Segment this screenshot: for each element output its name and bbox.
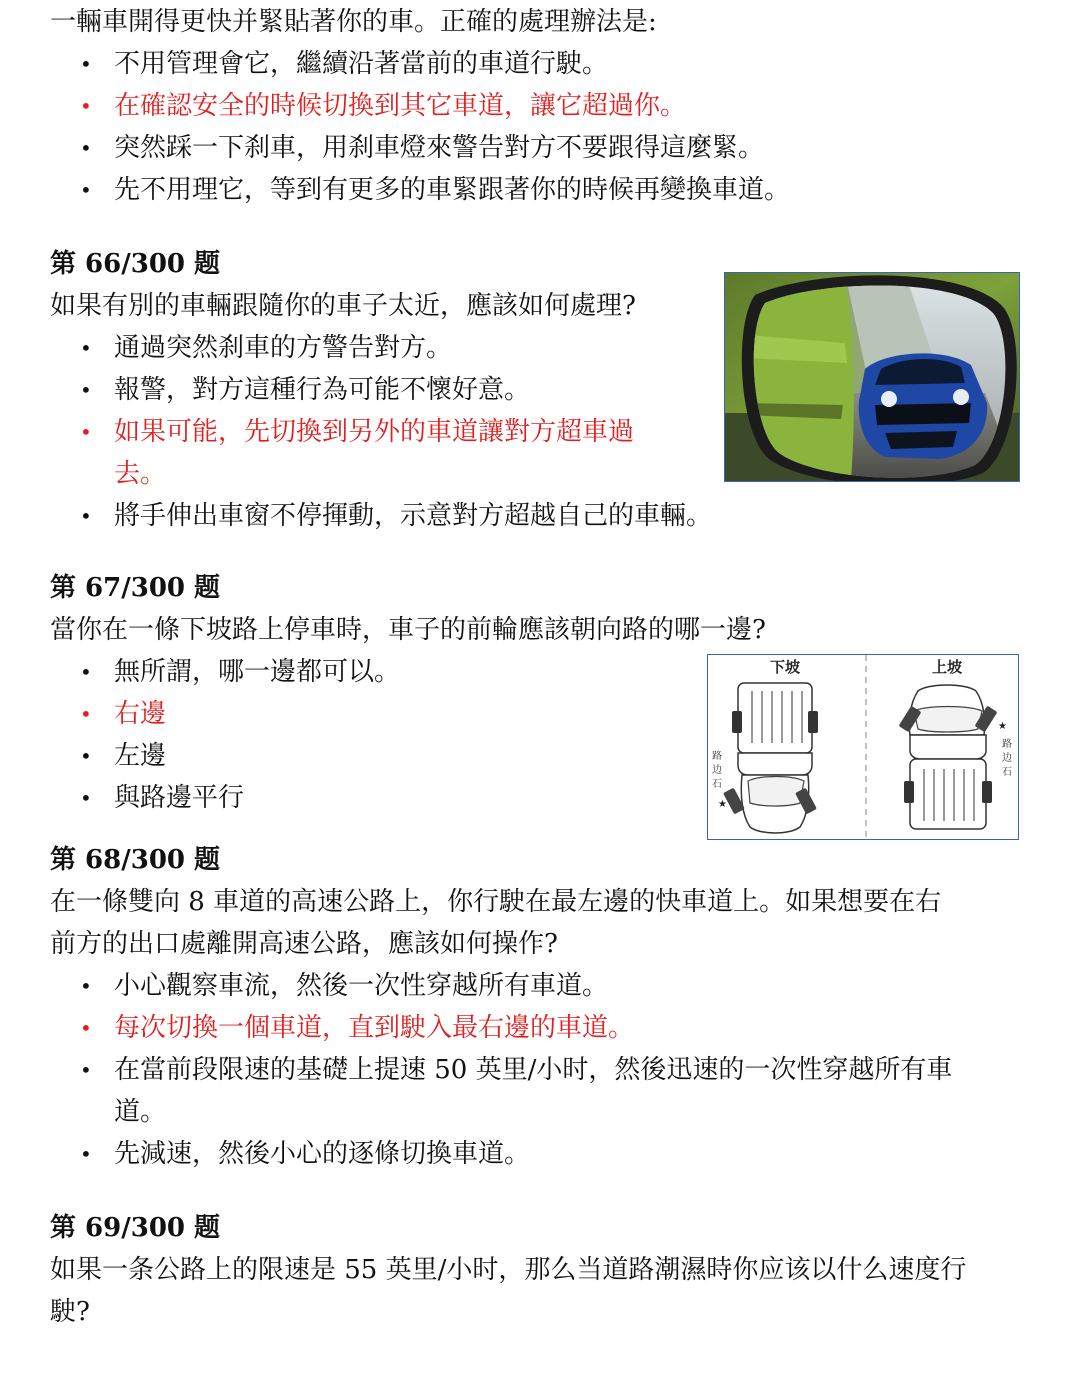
question-heading: 第 66/300 题 [50,249,221,279]
uphill-label: 上坡 [932,658,963,676]
bullet-icon: • [80,702,92,726]
answer-option: • 先減速，然後小心的逐條切換車道。 [80,1136,530,1172]
star-icon: ★ [998,721,1007,732]
answer-option-continuation: 道。 [114,1097,167,1127]
svg-text:边: 边 [1002,753,1012,764]
answer-option: • 與路邊平行 [80,780,244,816]
svg-text:路: 路 [712,751,722,762]
bullet-icon: • [80,52,92,76]
answer-option: • 突然踩一下刹車，用刹車燈來警告對方不要跟得這麼緊。 [80,130,764,166]
question-text: 當你在一條下坡路上停車時，車子的前輪應該朝向路的哪一邊? [50,615,766,645]
svg-text:石: 石 [712,779,722,790]
bullet-icon: • [80,504,92,528]
question-text: 如果有別的車輛跟隨你的車子太近，應該如何處理? [50,291,636,321]
answer-option: • 左邊 [80,738,166,774]
bullet-icon: • [80,660,92,684]
parking-diagram-image [708,655,1018,839]
answer-option-correct: • 每次切換一個車道，直到駛入最右邊的車道。 [80,1010,634,1046]
question-heading: 第 68/300 题 [50,845,221,875]
left-curb-label [712,749,722,790]
bullet-icon: • [80,1058,92,1082]
uphill-truck [899,685,998,829]
question-text: 如果一条公路上的限速是 55 英里/小时，那么当道路潮濕時你应该以什么速度行 [50,1255,967,1285]
star-icon: ★ [718,799,727,810]
answer-option-correct: • 右邊 [80,696,166,732]
answer-option: • 通過突然刹車的方警告對方。 [80,330,452,366]
parking-diagram [707,654,1019,840]
bullet-icon: • [80,178,92,202]
answer-option: • 將手伸出車窗不停揮動，示意對方超越自己的車輛。 [80,498,712,534]
svg-text:边: 边 [712,765,722,776]
answer-option: • 先不用理它，等到有更多的車緊跟著你的時候再變換車道。 [80,172,790,208]
bullet-icon: • [80,744,92,768]
bullet-icon: • [80,378,92,402]
answer-option: • 在當前段限速的基礎上提速 50 英里/小时，然後迅速的一次性穿越所有車 [80,1052,952,1088]
bullet-icon: • [80,1016,92,1040]
bullet-icon: • [80,974,92,998]
bullet-icon: • [80,94,92,118]
question-text: 駛? [50,1297,90,1327]
mirror-photo-image [725,273,1019,481]
answer-option: • 報警，對方這種行為可能不懷好意。 [80,372,530,408]
bullet-icon: • [80,336,92,360]
question-text: 在一條雙向 8 車道的高速公路上，你行駛在最左邊的快車道上。如果想要在右 [50,887,942,917]
downhill-label: 下坡 [770,658,801,676]
answer-option-correct: • 如果可能，先切換到另外的車道讓對方超車過 [80,414,634,450]
bullet-icon: • [80,420,92,444]
question-heading: 第 69/300 题 [50,1213,221,1243]
answer-option-correct: • 在確認安全的時候切換到其它車道，讓它超過你。 [80,88,686,124]
bullet-icon: • [80,1142,92,1166]
downhill-truck [723,683,818,833]
answer-option: • 不用管理會它，繼續沿著當前的車道行駛。 [80,46,608,82]
answer-option: • 無所謂，哪一邊都可以。 [80,654,400,690]
svg-text:路: 路 [1002,739,1012,750]
question-heading: 第 67/300 题 [50,573,221,603]
bullet-icon: • [80,786,92,810]
question-text: 一輛車開得更快并緊貼著你的車。正確的處理辦法是: [50,7,657,37]
answer-option: • 小心觀察車流，然後一次性穿越所有車道。 [80,968,608,1004]
question-text: 前方的出口處離開高速公路，應該如何操作? [50,929,558,959]
bullet-icon: • [80,136,92,160]
answer-option-continuation: 去。 [114,459,167,489]
mirror-photo [724,272,1020,482]
right-curb-label [1002,737,1012,778]
svg-text:石: 石 [1002,767,1012,778]
